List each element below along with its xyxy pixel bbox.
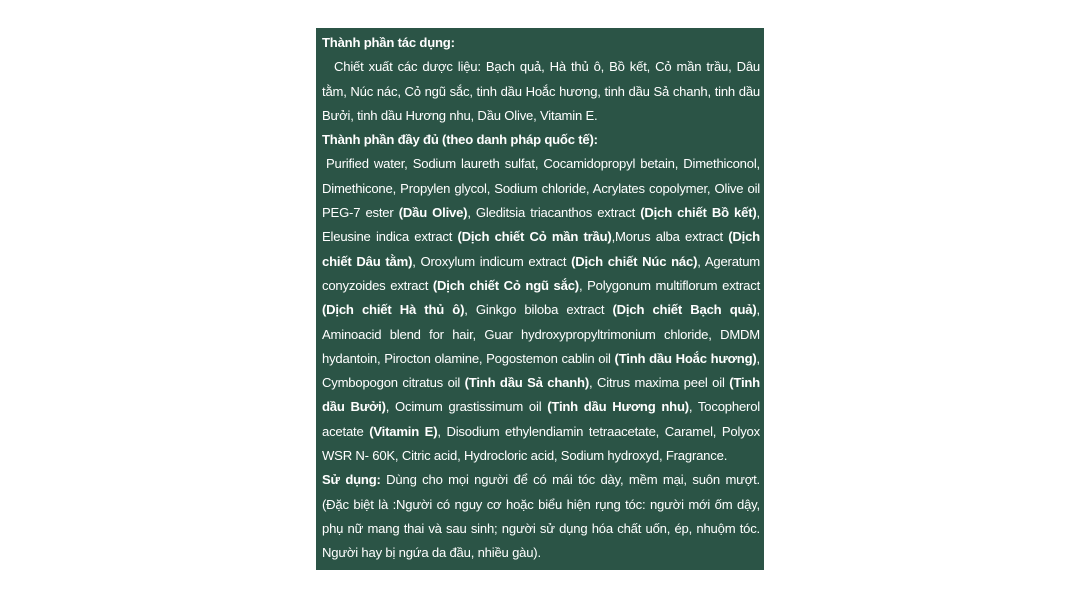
ingredient-vietnamese-name: (Dịch chiết Cỏ ngũ sắc) (432, 277, 579, 293)
ingredient-vietnamese-name: (Vitamin E) (369, 423, 438, 439)
full-ingredients-heading: Thành phần đầy đủ (theo danh pháp quốc tế): (322, 132, 598, 148)
product-label-panel (316, 28, 764, 570)
ingredient-segment: , Gleditsia triacanthos extract (467, 205, 641, 221)
ingredient-vietnamese-name: (Dịch chiết Bạch quả) (612, 302, 757, 318)
ingredient-vietnamese-name: (Tinh dầu Hoắc hương) (614, 350, 757, 366)
ingredient-segment: , Polygonum multiflorum extract (578, 277, 761, 293)
usage-paragraph (322, 468, 760, 565)
ingredient-vietnamese-name: (Tinh dầu Bưởi) (322, 375, 760, 415)
ingredient-vietnamese-name: (Tinh dầu Sả chanh) (464, 375, 589, 391)
ingredient-vietnamese-name: (Tinh dầu Hương nhu) (547, 399, 689, 415)
ingredient-segment: , Ginkgo biloba extract (464, 302, 613, 318)
active-ingredients-heading: Thành phần tác dụng: (322, 35, 455, 50)
ingredient-segment: , Citrus maxima peel oil (589, 375, 730, 391)
ingredient-vietnamese-name: (Dịch chiết Hà thủ ô) (322, 302, 465, 318)
ingredient-segment: Purified water, Sodium laureth sulfat, Cocamidopropyl betain, Dimethiconol, Dimethicone, Propylen glycol, Sodium chloride, Acrylates copolymer, Olive oil PEG-7 ester (322, 156, 760, 221)
active-ingredients-text: Chiết xuất các dược liệu: Bạch quả, Hà thủ ô, Bồ kết, Cỏ mần trầu, Dâu tằm, Núc nác, Cỏ ngũ sắc, tinh dầu Hoắc hương, tinh dầu Sả chanh, tinh dầu Bưởi, tinh dầu Hương nhu, Dầu Olive, Vitamin E. (322, 59, 760, 123)
ingredient-vietnamese-name: (Dịch chiết Núc nác) (571, 253, 698, 269)
ingredient-segment: , Eleusine indica extract (322, 205, 760, 245)
ingredient-segment: , Ageratum conyzoides extract (322, 253, 760, 293)
ingredient-vietnamese-name: (Dầu Olive) (398, 205, 468, 221)
usage-heading: Sử dụng: (322, 472, 381, 488)
ingredient-segment: ,Morus alba extract (611, 229, 729, 245)
ingredient-segment: , Aminoacid blend for hair, Guar hydroxypropyltrimonium chloride, DMDM hydantoin, Pirocton olamine, Pogostemon cablin oil (322, 302, 760, 366)
ingredient-segment: , Disodium ethylendiamin tetraacetate, Caramel, Polyox WSR N- 60K, Citric acid, Hydrocloric acid, Sodium hydroxyd, Fragrance. (322, 423, 760, 464)
ingredient-vietnamese-name: (Dịch chiết Bồ kết) (640, 205, 757, 221)
ingredient-vietnamese-name: (Dịch chiết Cỏ mần trầu) (457, 229, 612, 245)
ingredient-vietnamese-name: (Dịch chiết Dâu tằm) (322, 229, 760, 269)
usage-text: Dùng cho mọi người để có mái tóc dày, mềm mại, suôn mượt. (Đặc biệt là :Người có nguy cơ hoặc biểu hiện rụng tóc: người mới ốm dậy, phụ nữ mang thai và sau sinh; người sử dụng hóa chất uốn, ép, nhuộm tóc. Người hay bị ngứa da đầu, nhiều gàu). (322, 472, 760, 561)
ingredient-segment: , Ocimum grastissimum oil (385, 399, 548, 415)
ingredient-segment: , Oroxylum indicum extract (412, 253, 572, 269)
full-ingredients-text (322, 152, 760, 468)
ingredient-segment: , Cymbopogon citratus oil (322, 350, 760, 391)
ingredient-segment: , Tocopherol acetate (322, 399, 760, 439)
